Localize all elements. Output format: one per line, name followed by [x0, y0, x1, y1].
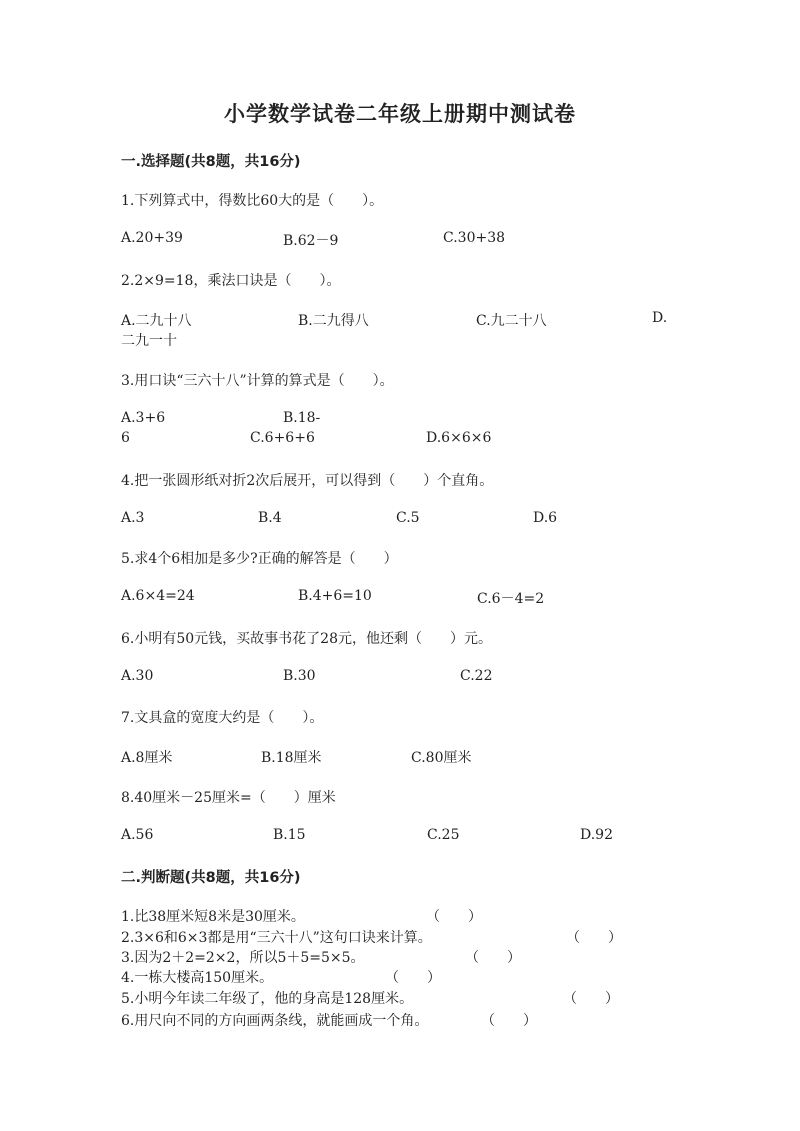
- tf-item-5: 5.小明今年读二年级了，他的身高是128厘米。: [121, 991, 414, 1007]
- tf-item-2: 2.3×6和6×3都是用“三六十八”这句口诀来计算。: [121, 930, 432, 946]
- q4-option-c: C.5: [396, 510, 420, 526]
- question-4: 4.把一张圆形纸对折2次后展开，可以得到（ ）个直角。: [121, 473, 494, 489]
- tf-item-3: 3.因为2＋2=2×2，所以5＋5=5×5。: [121, 950, 365, 966]
- q8-option-c: C.25: [427, 827, 460, 843]
- q8-option-a: A.56: [121, 827, 154, 843]
- tf-item-4-paren: （ ）: [385, 970, 441, 986]
- q1-option-b: B.62－9: [283, 233, 339, 249]
- tf-item-6: 6.用尺向不同的方向画两条线，就能画成一个角。: [121, 1013, 429, 1029]
- tf-item-4: 4.一栋大楼高150厘米。: [121, 970, 274, 986]
- q5-option-b: B.4+6=10: [298, 588, 372, 604]
- tf-item-6-paren: （ ）: [481, 1013, 537, 1029]
- q2-option-c: C.九二十八: [476, 313, 547, 329]
- q4-option-d: D.6: [533, 510, 558, 526]
- q5-option-c: C.6－4=2: [477, 591, 545, 607]
- tf-item-1: 1.比38厘米短8米是30厘米。: [121, 909, 305, 925]
- q7-option-c: C.80厘米: [411, 750, 472, 766]
- question-5: 5.求4个6相加是多少?正确的解答是（ ）: [121, 551, 398, 567]
- tf-item-5-paren: （ ）: [563, 991, 619, 1007]
- q2-option-d-text: 二九一十: [121, 333, 177, 349]
- question-8: 8.40厘米－25厘米=（ ）厘米: [121, 790, 336, 806]
- q6-option-a: A.30: [121, 668, 154, 684]
- q3-option-c: C.6+6+6: [250, 430, 315, 446]
- question-3: 3.用口诀“三六十八”计算的算式是（ ）。: [121, 373, 394, 389]
- question-7: 7.文具盒的宽度大约是（ ）。: [121, 710, 324, 726]
- question-6: 6.小明有50元钱，买故事书花了28元，他还剩（ ）元。: [121, 631, 492, 647]
- q2-option-b: B.二九得八: [298, 313, 369, 329]
- q7-option-b: B.18厘米: [261, 750, 322, 766]
- section-heading-true-false: 二.判断题(共8题，共16分): [121, 870, 301, 886]
- question-1: 1.下列算式中，得数比60大的是（ ）。: [121, 193, 384, 209]
- q8-option-b: B.15: [273, 827, 306, 843]
- q5-option-a: A.6×4=24: [121, 588, 195, 604]
- tf-item-1-paren: （ ）: [426, 909, 482, 925]
- tf-item-2-paren: （ ）: [566, 930, 622, 946]
- q2-option-d-label: D.: [652, 310, 668, 326]
- page-title: 小学数学试卷二年级上册期中测试卷: [224, 102, 576, 126]
- q3-option-d: D.6×6×6: [426, 430, 492, 446]
- question-2: 2.2×9=18，乘法口诀是（ ）。: [121, 273, 341, 289]
- tf-item-3-paren: （ ）: [465, 950, 521, 966]
- q1-option-c: C.30+38: [443, 230, 506, 246]
- q3-option-b: B.18-: [283, 410, 321, 426]
- q2-option-a: A.二九十八: [121, 313, 192, 329]
- section-heading-choice: 一.选择题(共8题，共16分): [121, 154, 301, 170]
- q3-option-a: A.3+6: [121, 410, 166, 426]
- q6-option-c: C.22: [460, 668, 493, 684]
- q7-option-a: A.8厘米: [121, 750, 173, 766]
- q3-option-b-cont: 6: [121, 430, 130, 446]
- q1-option-a: A.20+39: [121, 230, 183, 246]
- q6-option-b: B.30: [283, 668, 316, 684]
- q4-option-a: A.3: [121, 510, 145, 526]
- q8-option-d: D.92: [580, 827, 613, 843]
- q4-option-b: B.4: [258, 510, 282, 526]
